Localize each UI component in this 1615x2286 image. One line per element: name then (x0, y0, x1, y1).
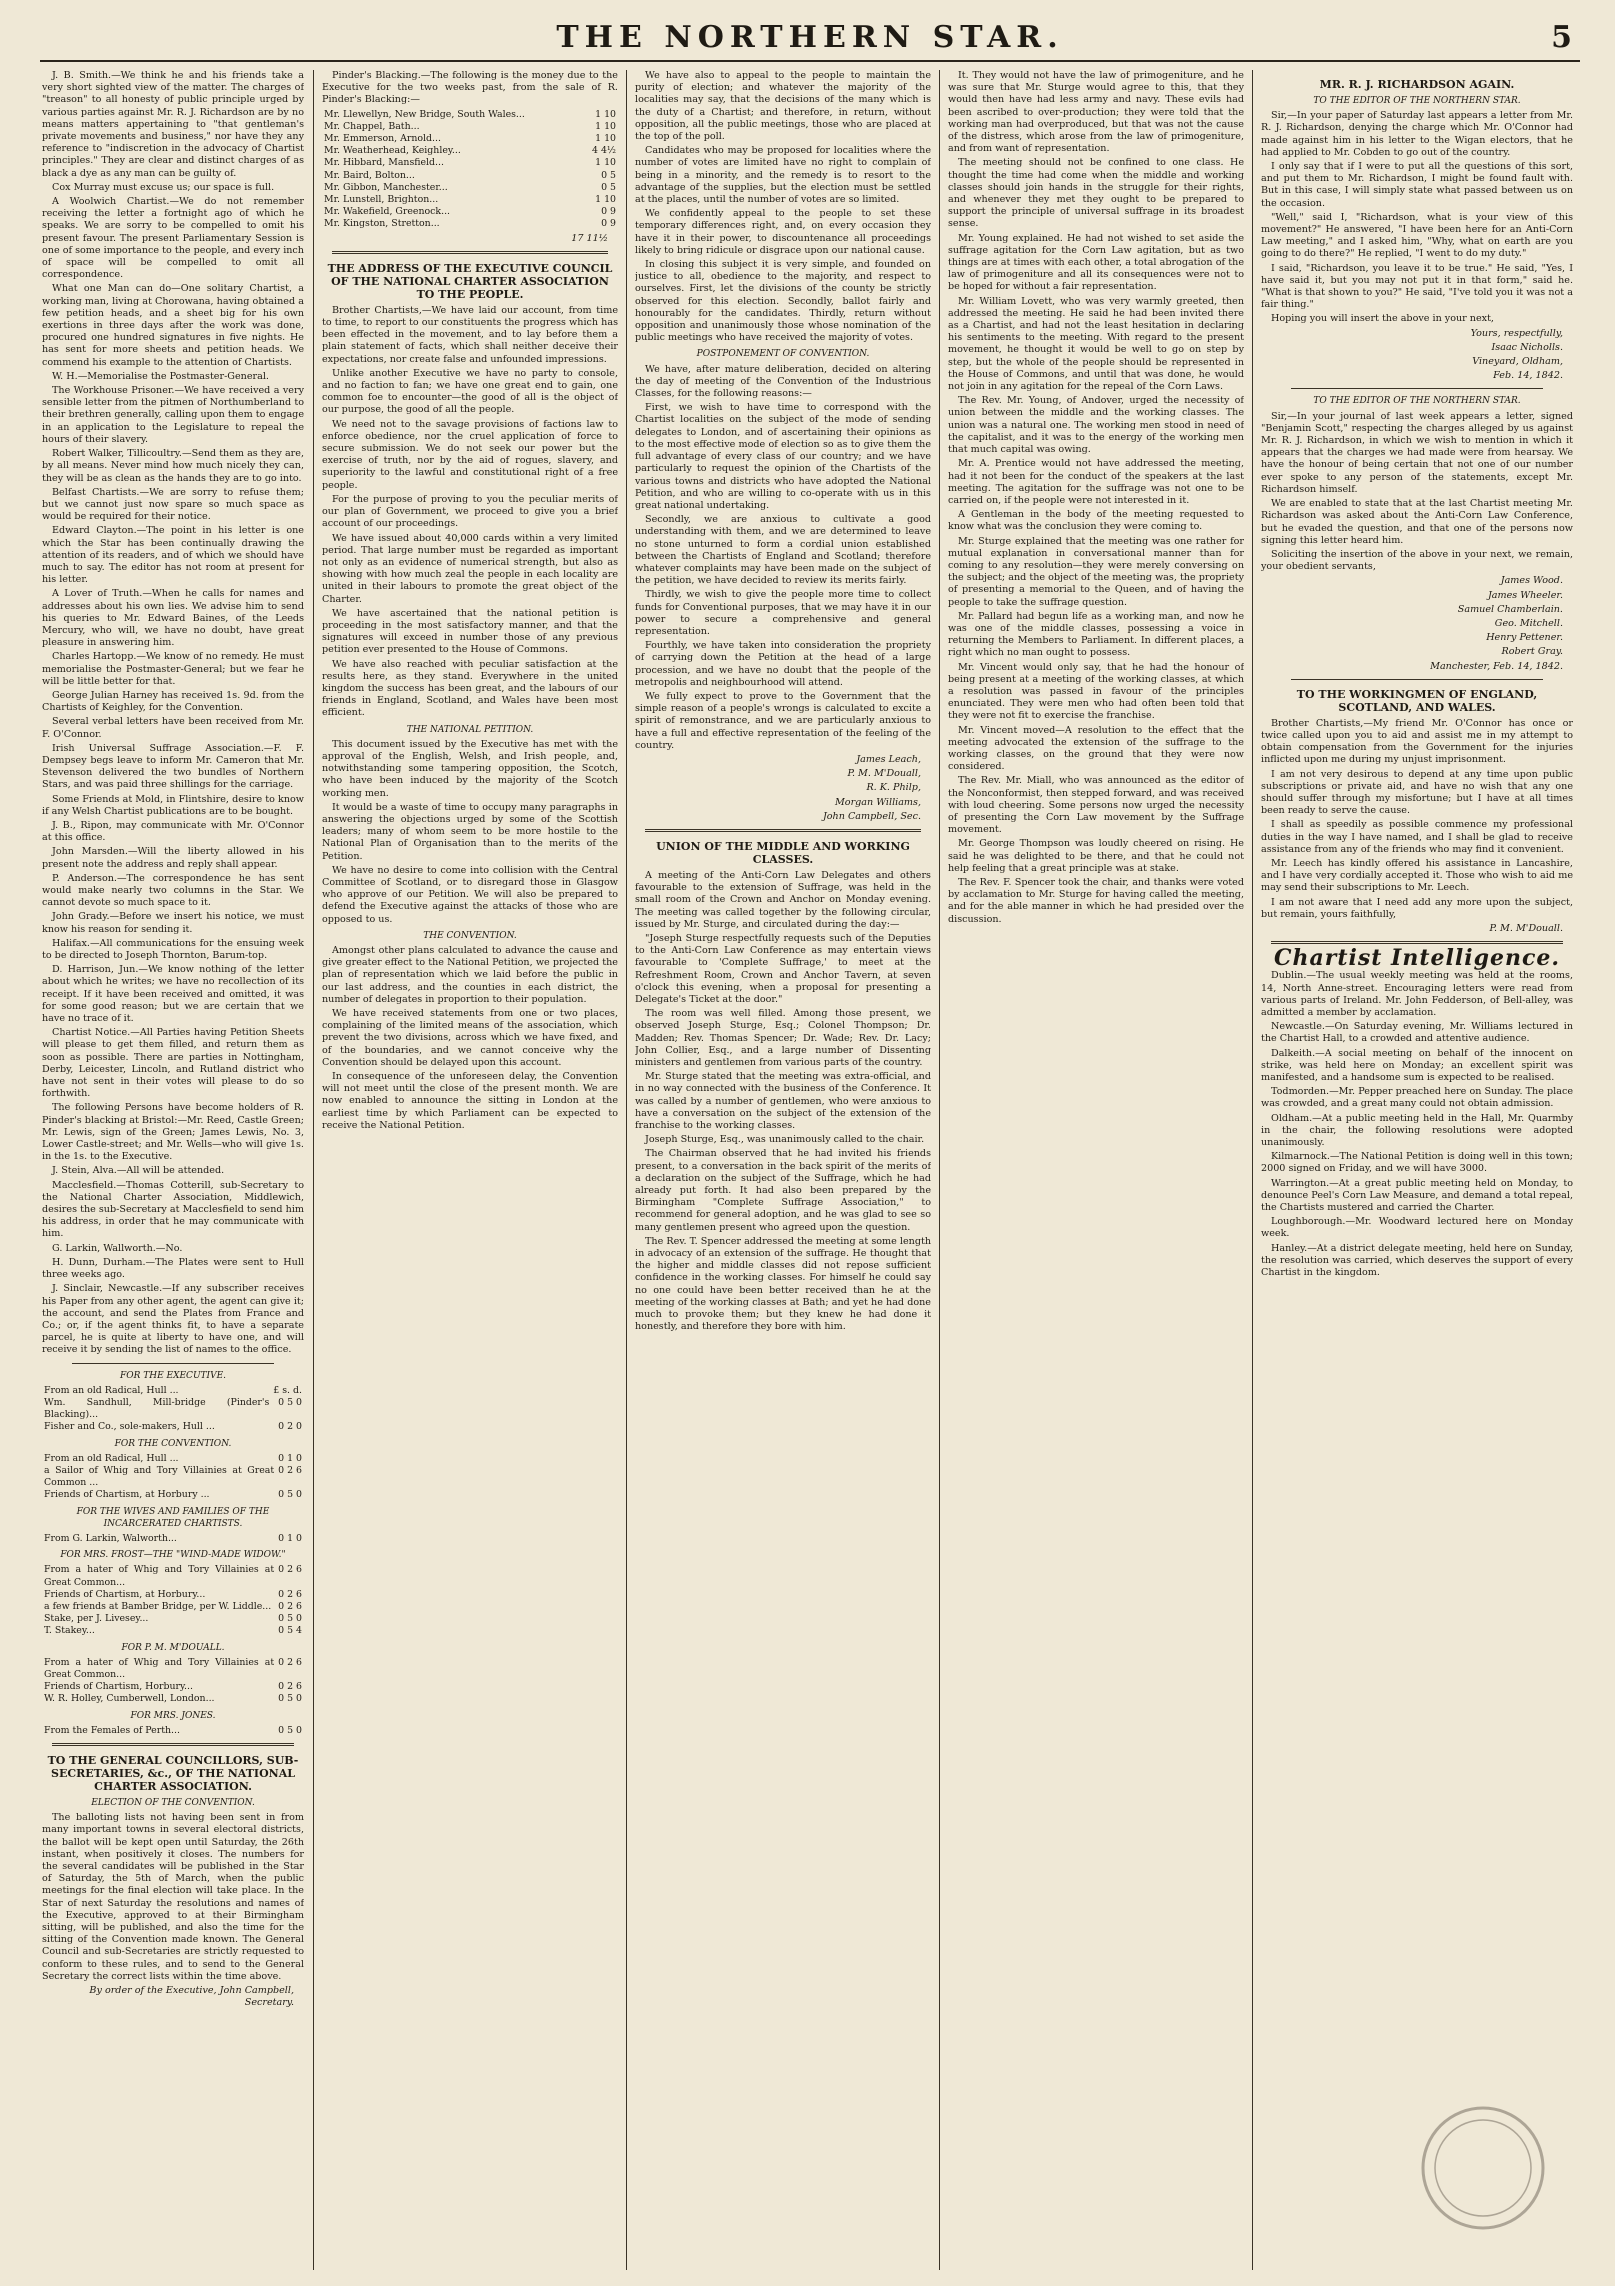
paragraph: First, we wish to have time to correspond with the Chartist localities on the subject of the mode of sending delegates to London, and of ascertaining their opinions as to the most effective mode of election so as to give them the full advantage of every class of our country; and we have particularly to request the opinion of the Chartists of the various towns and districts who have adopted the National Petition, and who are willing to co-operate with us in this great national undertaking. (635, 402, 931, 511)
paragraph: George Julian Harney has received 1s. 9d. from the Chartists of Keighley, for the Convention. (42, 689, 304, 714)
list-item-name: From the Females of Perth... (44, 1724, 180, 1736)
paragraph: Mr. Sturge explained that the meeting was one rather for mutual explanation in conversational manner than for coming to any resolution—they were merely conversing on the subject; and the object of the meeting was, the propriety of presenting a memorial to the Queen, and of having the people to take the suffrage question. (948, 535, 1244, 608)
union-continued (948, 70, 1244, 926)
column-rule (626, 70, 627, 2270)
richardson-heading: MR. R. J. RICHARDSON AGAIN. (1319, 78, 1515, 91)
paragraph: The Rev. T. Spencer addressed the meeting at some length in advocacy of an extension of the suffrage. He thought that the higher and middle classes did not repose sufficient confidence in the working classes. For himself he could say no one could have been better received than he at the meeting of the working classes at Bath; and yet he had done much to provoke them; but they knew he had done it honestly, and therefore they bore with him. (635, 1235, 931, 1333)
signature-line: R. K. Philp, (866, 782, 921, 794)
list-item-name: From a hater of Whig and Tory Villainies at Great Common... (44, 1656, 275, 1680)
list-row (42, 1681, 304, 1693)
paragraph: We are enabled to state that at the last Chartist meeting Mr. Richardson was asked about the Anti-Corn Law Conference, but he evaded the question, and that one of the persons now signing this letter heard him. (1261, 498, 1573, 546)
paragraph: I am not aware that I need add any more upon the subject, but remain, yours faithfully, (1261, 896, 1573, 920)
list-row (42, 1725, 304, 1737)
paragraph: J. B. Smith.—We think he and his friends take a very short sighted view of the matter. The charges of "treason" to all honesty of public principle urged by various parties against Mr. R. J. Richardson are by no means matters appertaining to "that gentleman's private movements and business," nor have they any reference to "indiscretion in the advocacy of Chartist principles." They are clear and distinct charges of as black a dye as any man can be guilty of. (42, 70, 304, 179)
signature-line: P. M. M'Douall, (847, 768, 921, 780)
paragraph: The Rev. Mr. Miall, who was announced as the editor of the Nonconformist, then stepped forward, and was received with loud cheering. Some persons now urged the necessity of presenting the Corn Law movement by the Suffrage movement. (948, 775, 1244, 836)
second-letter-signatures (1261, 575, 1573, 672)
list-item-amount: 0 5 0 (278, 1489, 302, 1501)
list-item-amount: 0 5 0 (278, 1724, 302, 1736)
list-item-amount: 1 10 (595, 120, 616, 132)
paragraph: Robert Walker, Tillicoultry.—Send them as they are, by all means. Never mind how much nicely they can, they will be as clean as the hands they are to go into. (42, 448, 304, 484)
paragraph: The Rev. F. Spencer took the chair, and thanks were voted by acclamation to Mr. Sturge for having called the meeting, and for the able manner in which he had presided over the discussion. (948, 877, 1244, 925)
subscription-list-widow (42, 1564, 304, 1637)
list-row (42, 1589, 304, 1601)
list-row (42, 1465, 304, 1489)
column-5 (1261, 70, 1573, 2270)
paragraph: Loughborough.—Mr. Woodward lectured here on Monday week. (1261, 1216, 1573, 1240)
signature-line: James Wood. (1500, 575, 1563, 587)
paragraph: This document issued by the Executive has met with the approval of the English, Welsh, and Irish people, and, notwithstanding some tampering opposition, the Scotch, who have been induced by the majority of the Scotch working men. (322, 738, 618, 799)
paragraph: What one Man can do—One solitary Chartist, a working man, living at Chorowana, having obtained a few petition heads, and a sheet big for his own exertions in three days after the work was done, procured one hundred signatures in five nights. He has sent for more sheets and petition heads. We commend his example to the attention of Chartists. (42, 283, 304, 368)
paragraph: We have issued about 40,000 cards within a very limited period. That large number must be regarded as important not only as an evidence of numerical strength, but also as showing with how much zeal the people in each locality are united in their labours to promote the great object of the Charter. (322, 532, 618, 605)
paragraph: Brother Chartists,—My friend Mr. O'Connor has once or twice called upon you to aid and assist me in my attempt to obtain compensation from the Government for the injuries inflicted upon me during my unjust imprisonment. (1261, 717, 1573, 766)
signature-line: Vineyard, Oldham, (1472, 356, 1563, 368)
paragraph: Todmorden.—Mr. Pepper preached here on Sunday. The place was crowded, and a great many could not obtain admission. (1261, 1086, 1573, 1110)
subscription-heading: FOR MRS. JONES. (130, 1710, 216, 1721)
paragraph: Oldham.—At a public meeting held in the Hall, Mr. Quarmby in the chair, the following resolutions were adopted unanimously. (1261, 1112, 1573, 1149)
paragraph: "Joseph Sturge respectfully requests such of the Deputies to the Anti-Corn Law Conference as may entertain views favourable to 'Complete Suffrage,' to meet at the Refreshment Room, Crown and Anchor Tavern, at seven o'clock this evening, when a proposal for presenting a Delegate's Ticket at the door." (635, 933, 931, 1006)
paragraph: Mr. Leech has kindly offered his assistance in Lancashire, and I have very cordially accepted it. Those who wish to aid me may send their subscriptions to Mr. Leech. (1261, 857, 1573, 894)
list-item-name: From a hater of Whig and Tory Villainies at Great Common... (44, 1564, 275, 1588)
blacking-list (322, 109, 618, 231)
list-item-amount: 1 10 (595, 108, 616, 120)
list-row (322, 157, 618, 169)
divider (52, 1743, 294, 1746)
paragraph: Charles Hartopp.—We know of no remedy. He must memorialise the Postmaster-General; but we fear he will be little better for that. (42, 651, 304, 687)
list-row (42, 1625, 304, 1637)
paragraph: In closing this subject it is very simple, and founded on justice to all, obedience to the majority, and respect to ourselves. First, let the divisions of the county be strictly observed for this election. Secondly, ballot fairly and honourably for the candidates. Thirdly, return without opposition and unanimously those whose nomination of the public meetings who have received the majority of votes. (635, 259, 931, 344)
election-signature: By order of the Executive, John Campbell, Secretary. (89, 1985, 294, 2009)
paragraph: Mr. George Thompson was loudly cheered on rising. He said he was delighted to be there, and that he could not help feeling that a great principle was at stake. (948, 838, 1244, 874)
paragraph: Cox Murray must excuse us; our space is full. (52, 181, 275, 193)
paragraph: For the purpose of proving to you the peculiar merits of our plan of Government, we proceed to give you a brief account of our proceedings. (322, 493, 618, 530)
list-item-amount: 0 2 0 (278, 1421, 302, 1433)
divider (1271, 941, 1563, 944)
list-item-amount: 0 2 6 (278, 1681, 302, 1693)
list-item-name: a Sailor of Whig and Tory Villainies at Great Common ... (44, 1464, 275, 1489)
column-rule (313, 70, 314, 2270)
blacking-intro: Pinder's Blacking.—The following is the money due to the Executive for the two weeks past, from the sale of R. Pinder's Blacking:— (322, 70, 618, 106)
union-body (635, 870, 931, 1334)
paragraph: Soliciting the insertion of the above in your next, we remain, your obedient servants, (1261, 548, 1573, 573)
paragraph: A Gentleman in the body of the meeting requested to know what was the conclusion they were coming to. (948, 509, 1244, 533)
list-item-amount: 0 9 (601, 218, 616, 230)
paragraph: We need not to the savage provisions of factions law to enforce obedience, nor the cruel application of force to secure submission. We do not seek our power but the exercise of truth, nor by the aid of rogues, slavery, and superiority to the lawful and constitutional right of a free people. (322, 418, 618, 491)
list-item-amount: 0 5 0 (278, 1613, 302, 1625)
paragraph: Sir,—In your paper of Saturday last appears a letter from Mr. R. J. Richardson, denying the charge which Mr. O'Connor had made against him in his letter to the Wigan electors, that he had applied to Mr. Cobden to go out of the country. (1261, 110, 1573, 158)
paragraph: Some Friends at Mold, in Flintshire, desire to know if any Welsh Chartist publications are to be bought. (42, 793, 304, 817)
list-item-amount: 1 10 (595, 194, 616, 206)
column-3 (635, 70, 931, 2270)
signature-line: Geo. Mitchell. (1494, 617, 1563, 629)
paragraph: Edward Clayton.—The point in his letter is one which the Star has been continually drawing the attention of its readers, and of which we should have much to say. The editor has not room at present for his letter. (42, 525, 304, 586)
paragraph: "Well," said I, "Richardson, what is your view of this movement?" He answered, "I have been here for an Anti-Corn Law meeting," and I asked him, "Why, what on earth are you going to do there?" He replied, "I went to do my duty." (1261, 211, 1573, 260)
paragraph: Amongst other plans calculated to advance the cause and give greater effect to the National Petition, we projected the plan of representation which we laid before the public in our last address, and the counties in each district, the number of delegates in proportion to their population. (322, 945, 618, 1005)
list-row (322, 170, 618, 182)
paragraph: Fourthly, we have taken into consideration the propriety of carrying down the Petition at the head of a large procession, and we have no doubt that the people of the metropolis and neighbourhood will attend. (635, 640, 931, 688)
list-item-name: From G. Larkin, Walworth... (44, 1532, 177, 1544)
list-item-amount: 0 1 0 (278, 1452, 302, 1464)
list-row (42, 1564, 304, 1588)
list-item-name: Mr. Hibbard, Mansfield... (324, 157, 444, 169)
blacking-total: 17 11½ (571, 232, 608, 244)
list-item-name: Friends of Chartism, at Horbury... (44, 1588, 206, 1600)
paragraph: Mr. Sturge stated that the meeting was extra-official, and in no way connected with the business of the Conference. It was called by a number of gentlemen, who were anxious to have a conversation on the subject of the extension of the franchise to the working classes. (635, 1071, 931, 1132)
signature-line: Manchester, Feb. 14, 1842. (1430, 660, 1563, 672)
paragraph: Several verbal letters have been received from Mr. F. O'Connor. (42, 716, 304, 740)
list-item-name: Friends of Chartism, at Horbury ... (44, 1489, 210, 1501)
list-item-amount: 0 2 6 (278, 1600, 302, 1612)
list-row (322, 182, 618, 194)
paragraph: Mr. A. Prentice would not have addressed the meeting, had it not been for the conduct of the speakers at the last meeting. The agitation for the suffrage was not one to be carried on, if the people were not interested in it. (948, 458, 1244, 506)
paragraph: I shall as speedily as possible commence my professional duties in the way I have named, and I shall be glad to receive assistance from any of the friends who may find it convenient. (1261, 819, 1573, 855)
address-body (322, 305, 618, 720)
list-row (42, 1613, 304, 1625)
column-rule (939, 70, 940, 2270)
list-item-amount: 0 2 6 (278, 1464, 302, 1476)
paragraph: Unlike another Executive we have no party to console, and no faction to fan; we have one great end to gain, one common foe to encounter—the good of all is the object of our purpose, the good of all the people. (322, 367, 618, 416)
signature-line: James Leach, (856, 753, 921, 765)
divider (332, 251, 608, 254)
convention-body (322, 945, 618, 1132)
postponement-body (635, 364, 931, 752)
union-heading: UNION OF THE MIDDLE AND WORKING CLASSES. (656, 839, 910, 866)
list-item-name: Mr. Chappel, Bath... (324, 120, 420, 132)
paragraph: It. They would not have the law of primogeniture, and he was sure that Mr. Sturge would agree to this, that they would then have had less army and navy. These evils had been ascribed to over-production; they were told that the working man had overproduced, but that was not the cause of the distress, which arose from the law of primogeniture, and from want of representation. (948, 70, 1244, 155)
subscription-list-convention (42, 1453, 304, 1502)
list-row (322, 133, 618, 145)
paragraph: Mr. William Lovett, who was very warmly greeted, then addressed the meeting. He said he had been invited there as a Chartist, and had not the least hesitation in declaring his sentiments to the meeting. With regard to the present movement, he thought it would be well to go on step by step, but the whole of the people should be represented in the House of Commons, and until that was done, he would not join in any agitation for the repeal of the Corn Laws. (948, 295, 1244, 393)
list-item-amount: 0 5 4 (278, 1625, 302, 1637)
paragraph: I said, "Richardson, you leave it to be true." He said, "Yes, I have said it, but you may not put it in that form," said he. "What is that shown to you?" He said, "I've told you it was not a fair thing." (1261, 262, 1573, 311)
library-stamp (1408, 2093, 1558, 2243)
paragraph: Newcastle.—On Saturday evening, Mr. Williams lectured in the Chartist Hall, to a crowded and attentive audience. (1261, 1021, 1573, 1045)
election-text: The balloting lists not having been sent in from many important towns in several electoral districts, the ballot will be kept open until Saturday, the 26th instant, when positively it closes. The numbers for the several candidates will be published in the Star of Saturday, the 5th of March, when the public meetings for the final election will take place. In the Star of next Saturday the resolutions and names of the Executive, approved to at their Birmingham sitting, will be published, and also the time for the sitting of the Convention made known. The General Council and sub-Secretaries are strictly requested to conform to these rules, and to send to the General Secretary the correct lists within the time above. (42, 1812, 304, 1982)
subscription-heading: FOR THE WIVES AND FAMILIES OF THE INCARCERATED CHARTISTS. (76, 1506, 270, 1529)
paragraph: John Marsden.—Will the liberty allowed in his present note the address and reply shall appear. (42, 846, 304, 870)
list-row (322, 218, 618, 230)
paragraph: Mr. Pallard had begun life as a working man, and now he was one of the middle classes, possessing a voice in returning the Members to Parliament. In different places, a right which no man ought to possess. (948, 610, 1244, 659)
signature-line: James Wheeler. (1487, 589, 1563, 601)
paragraph: It would be a waste of time to occupy many paragraphs in answering the objections urged by some of the Scottish leaders; many of whom seem to be more hostile to the National Plan of Organisation than to the merits of the Petition. (322, 801, 618, 862)
list-item-name: Mr. Kingston, Stretton... (324, 218, 440, 230)
paragraph: G. Larkin, Wallworth.—No. (52, 1242, 183, 1254)
second-letter (1261, 411, 1573, 574)
list-item-amount: 4 4½ (592, 145, 616, 157)
paragraph: A Lover of Truth.—When he calls for names and addresses about his own lies. We advise him to send his queries to Mr. Edward Baines, of the Leeds Mercury, who will, we have no doubt, have great pleasure in answering him. (42, 588, 304, 649)
paragraph: We have ascertained that the national petition is proceeding in the most satisfactory manner, and that the signatures will exceed in number those of any previous petition ever presented to the House of Commons. (322, 607, 618, 656)
paragraph: Thirdly, we wish to give the people more time to collect funds for Conventional purposes, that we may have it in our power to secure a comprehensive and general representation. (635, 589, 931, 637)
petition-heading: THE NATIONAL PETITION. (406, 724, 534, 735)
paragraph: Sir,—In your journal of last week appears a letter, signed "Benjamin Scott," respecting the charges alleged by us against Mr. R. J. Richardson, in which we wish to mention in which it appears that the charges we had made were from hearsay. We have the honour of being certain that not one of our number ever spoke to any person of the statements, except Mr. Richardson himself. (1261, 410, 1573, 495)
correspondents-notices (42, 70, 304, 1163)
signature-line: Feb. 14, 1842. (1493, 370, 1563, 382)
page-number: 5 (1551, 20, 1572, 55)
list-item-amount: £ s. d. (273, 1384, 302, 1396)
paragraph: We fully expect to prove to the Government that the simple reason of a people's wrongs is calculated to excite a spirit of remonstrance, and we are particularly anxious to have a full and effective representation of the feeling of the country. (635, 690, 931, 751)
list-row (42, 1385, 304, 1397)
workingmen-signature: P. M. M'Douall. (1489, 922, 1563, 934)
paragraph: Candidates who may be proposed for localities where the number of votes are limited have no right to complain of being in a minority, and the remedy is to resort to the advantage of the supplies, but the election must be settled at the places, until the number of votes are so limited. (635, 145, 931, 206)
paragraph: W. H.—Memorialise the Postmaster-General. (52, 370, 269, 382)
to-editor-label: TO THE EDITOR OF THE NORTHERN STAR. (1313, 96, 1521, 106)
chartist-intelligence-body (1261, 970, 1573, 1279)
subscription-list-mcdouall (42, 1657, 304, 1706)
paragraph: The Workhouse Prisoner.—We have received a very sensible letter from the pitmen of Northumberland to their brethren generally, calling upon them to engage in an application to the Legislature to repeal the hours of their slavery. (42, 385, 304, 445)
paragraph: P. Anderson.—The correspondence he has sent would make nearly two columns in the Star. We cannot devote so much space to it. (42, 872, 304, 909)
list-row (322, 121, 618, 133)
list-item-name: Mr. Baird, Bolton... (324, 169, 415, 181)
paragraph: Dublin.—The usual weekly meeting was held at the rooms, 14, North Anne-street. Encouraging letters were read from various parts of Ireland. Mr. John Fedderson, of Bell-alley, was admitted a member by acclamation. (1261, 970, 1573, 1018)
subscription-heading: FOR MRS. FROST—THE "WIND-MADE WIDOW." (60, 1550, 286, 1561)
paragraph: We have no desire to come into collision with the Central Committee of Scotland, or to disregard those in Glasgow who approve of our Petition. We will also be prepared to defend the Executive against the attacks of those who are opposed to us. (322, 864, 618, 925)
richardson-signature (1261, 328, 1573, 383)
subscription-heading: FOR THE EXECUTIVE. (119, 1370, 227, 1381)
paragraph: The following Persons have become holders of R. Pinder's blacking at Bristol:—Mr. Reed, Castle Green; Mr. Lewis, sign of the Green; James Lewis, No. 3, Lower Castle-street; and Mr. Wells—who will give 1s. in the 1s. to the Executive. (42, 1102, 304, 1163)
paragraph: Irish Universal Suffrage Association.—F. F. Dempsey begs leave to inform Mr. Cameron that Mr. Stevenson delivered the two bundles of Northern Stars, and was paid three shillings for the carriage. (42, 742, 304, 791)
masthead-title: THE NORTHERN STAR. (556, 20, 1064, 55)
list-item-name: Mr. Weatherhead, Keighley... (324, 145, 461, 157)
paragraph: Halifax.—All communications for the ensuing week to be directed to Joseph Thornton, Barum-top. (42, 937, 304, 962)
address-continued (635, 70, 931, 344)
list-row (322, 109, 618, 121)
signature-line: Morgan Williams, (834, 796, 921, 808)
list-item-amount: 0 5 (601, 181, 616, 193)
signature-line: Samuel Chamberlain. (1457, 603, 1563, 615)
paragraph: Chartist Notice.—All Parties having Petition Sheets will please to get them filled, and return them as soon as possible. There are parties in Nottingham, Derby, Leicester, Lincoln, and Rutland district who have not sent in their votes will please to do so forthwith. (42, 1027, 304, 1100)
list-row (42, 1657, 304, 1681)
signature-line: Isaac Nicholls. (1491, 341, 1563, 353)
correspondents-notices-tail (42, 1165, 304, 1356)
list-row (42, 1453, 304, 1465)
paragraph: J. Stein, Alva.—All will be attended. (52, 1165, 225, 1177)
paragraph: Warrington.—At a great public meeting held on Monday, to denounce Peel's Corn Law Measure, and demand a total repeal, the Chartists mustered and carried the Charter. (1261, 1177, 1573, 1214)
paragraph: Secondly, we are anxious to cultivate a good understanding with them, and we are determined to leave no stone unturned to form a cordial union established between the Chartists of England and Scotland; therefore whatever complaints may have been made on the subject of the petition, we have decided to review its merits fairly. (635, 514, 931, 587)
address-heading: THE ADDRESS OF THE EXECUTIVE COUNCIL OF THE NATIONAL CHARTER ASSOCIATION TO THE PEOPLE. (327, 261, 613, 301)
paragraph: The meeting should not be confined to one class. He thought the time had come when the middle and working classes should join hands in the struggle for their rights, and whenever they met they ought to be prepared to support the principle of universal suffrage in its broadest sense. (948, 157, 1244, 230)
paragraph: D. Harrison, Jun.—We know nothing of the letter about which he writes; we have no recollection of its receipt. If it have been received and omitted, it was for some good reason; but we are certain that we have no trace of it. (42, 964, 304, 1025)
list-item-amount: 0 2 6 (278, 1588, 302, 1600)
paragraph: The room was well filled. Among those present, we observed Joseph Sturge, Esq.; Colonel Thompson; Dr. Madden; Rev. Thomas Spencer; Dr. Wade; Rev. Dr. Lacy; John Collier, Esq., and a large number of Dissenting ministers and gentlemen from various parts of the country. (635, 1008, 931, 1069)
list-item-name: From an old Radical, Hull ... (44, 1452, 179, 1464)
chartist-intelligence-heading: Chartist Intelligence. (1273, 945, 1561, 972)
subscription-list-jones (42, 1725, 304, 1737)
list-item-name: Fisher and Co., sole-makers, Hull ... (44, 1421, 215, 1433)
paragraph: Kilmarnock.—The National Petition is doing well in this town; 2000 signed on Friday, and we will have 3000. (1261, 1151, 1573, 1175)
councillors-heading: TO THE GENERAL COUNCILLORS, SUB-SECRETARIES, &c., OF THE NATIONAL CHARTER ASSOCIATION. (47, 1754, 299, 1793)
paragraph: J. B., Ripon, may communicate with Mr. O'Connor at this office. (42, 819, 304, 844)
paragraph: Macclesfield.—Thomas Cotterill, sub-Secretary to the National Charter Association, Middlewich, desires the sub-Secretary at Macclesfield to send him his address, in order that he may communicate with him. (42, 1179, 304, 1240)
list-item-amount: 0 5 0 (278, 1396, 302, 1408)
paragraph: Joseph Sturge, Esq., was unanimously called to the chair. (645, 1134, 925, 1146)
list-item-amount: 0 2 6 (278, 1656, 302, 1668)
paragraph: Brother Chartists,—We have laid our account, from time to time, to report to our constituents the progress which has been effected in the movement, and to lay before them a plain statement of facts, which shall neither deceive their expectations, nor create false and unfounded impressions. (322, 304, 618, 365)
paragraph: Hanley.—At a district delegate meeting, held here on Sunday, the resolution was carried, which deserves the support of every Chartist in the kingdom. (1261, 1242, 1573, 1279)
paragraph: Dalkeith.—A social meeting on behalf of the innocent on strike, was held here on Monday; an excellent spirit was manifested, and a handsome sum is expected to be realised. (1261, 1047, 1573, 1084)
list-row (322, 206, 618, 218)
list-item-amount: 0 2 6 (278, 1564, 302, 1576)
paragraph: H. Dunn, Durham.—The Plates were sent to Hull three weeks ago. (42, 1256, 304, 1281)
list-row (42, 1601, 304, 1613)
paragraph: Mr. Vincent moved—A resolution to the effect that the meeting advocated the extension of the suffrage to the working classes, on the ground that they were now considered. (948, 724, 1244, 773)
petition-body (322, 739, 618, 926)
list-item-name: Mr. Emmerson, Arnold... (324, 133, 441, 145)
paragraph: We have received statements from one or two places, complaining of the limited means of the association, which prevent the two divisions, across which we have fixed, and of the boundaries, and we cannot conceive why the Convention should be delayed upon this account. (322, 1008, 618, 1068)
column-1 (42, 70, 304, 2270)
signature-line: Robert Gray. (1501, 646, 1563, 658)
paragraph: We have also reached with peculiar satisfaction at the results here, as they stand. Everywhere in the united kingdom the success has been great, and the labours of our friends in England, Scotland, and Wales have been most efficient. (322, 658, 618, 719)
paragraph: In consequence of the unforeseen delay, the Convention will not meet until the close of the present month. We are now enabled to announce the sitting in London at the earliest time by which Parliament can be expected to receive the National Petition. (322, 1071, 618, 1131)
election-heading: ELECTION OF THE CONVENTION. (91, 1798, 255, 1808)
workingmen-letter (1261, 718, 1573, 921)
column-2 (322, 70, 618, 2270)
postponement-heading: POSTPONEMENT OF CONVENTION. (696, 349, 870, 360)
list-item-amount: 0 1 0 (278, 1532, 302, 1544)
list-item-name: W. R. Holley, Cumberwell, London... (44, 1693, 215, 1705)
divider (72, 1363, 274, 1364)
list-item-amount: 0 9 (601, 206, 616, 218)
paragraph: I only say that if I were to put all the questions of this sort, and put them to Mr. Richardson, I might be found fault with. But in this case, I will simply state what passed between us on the occasion. (1261, 161, 1573, 209)
column-4 (948, 70, 1244, 2270)
list-row (42, 1693, 304, 1705)
list-item-name: Mr. Lunstell, Brighton... (324, 194, 439, 206)
list-item-amount: 1 10 (595, 157, 616, 169)
list-row (42, 1397, 304, 1421)
paragraph: The Chairman observed that he had invited his friends present, to a conversation in the back spirit of the merits of a declaration on the subject of the Suffrage, which he had already put forth. It had also been prepared by the Birmingham "Complete Suffrage Association," to recommend for general adoption, and he was glad to see so many gentlemen present who agreed upon the question. (635, 1148, 931, 1233)
paragraph: We have also to appeal to the people to maintain the purity of election; and whatever the majority of the localities may say, that the decisions of the many which is the duty of a Chartist; and therefore, in return, without opposition, all the public meetings, those who are placed at the top of the poll. (635, 70, 931, 143)
subscription-heading: FOR THE CONVENTION. (114, 1438, 232, 1449)
list-item-name: From an old Radical, Hull ... (44, 1384, 179, 1396)
paragraph: We confidently appeal to the people to set these temporary differences right, and, on every occasion they have it in their power, to discountenance all proceedings likely to bring ridicule or disgrace upon our national cause. (635, 208, 931, 256)
list-item-name: Mr. Wakefield, Greenock... (324, 206, 451, 218)
paragraph: Mr. Vincent would only say, that he had the honour of being present at a meeting of the working classes, at which a resolution was passed in favour of the principles enunciated. They were men who had often been told that they were not fit to exercise the franchise. (948, 661, 1244, 722)
paragraph: Mr. Young explained. He had not wished to set aside the suffrage agitation for the Corn Law agitation, but as two things are at times with each other, a total abrogation of the law of primogeniture and all its consequences were not to be hoped for without a fair representation. (948, 232, 1244, 293)
list-row (42, 1489, 304, 1501)
subscription-list-wives (42, 1533, 304, 1545)
paragraph: A Woolwich Chartist.—We do not remember receiving the letter a fortnight ago of which he speaks. We are sorry to be compelled to omit his present favour. The present Parliamentary Session is one of some importance to the people, and every inch of space will be compelled to omit all correspondence. (42, 196, 304, 281)
list-row (322, 194, 618, 206)
signature-line: John Campbell, Sec. (822, 810, 921, 822)
divider (645, 829, 921, 832)
paragraph: J. Sinclair, Newcastle.—If any subscriber receives his Paper from any other agent, the agent can give it; the account, and send the Plates from France and Co.; or, if the agent thinks fit, to have a separate parcel, he is quite at liberty to have one, and will receive it by sending the list of names to the office. (42, 1283, 304, 1356)
convention-heading: THE CONVENTION. (423, 930, 517, 941)
list-item-amount: 0 5 (601, 169, 616, 181)
column-rule (1252, 70, 1253, 2270)
paragraph: Belfast Chartists.—We are sorry to refuse them; but we cannot just now spare so much space as would be required for their notice. (42, 486, 304, 523)
divider (1291, 388, 1543, 389)
subscription-heading: FOR P. M. M'DOUALL. (121, 1642, 225, 1653)
richardson-letter (1261, 110, 1573, 325)
list-item-name: T. Stakey... (44, 1625, 95, 1637)
executive-signatories (635, 754, 931, 823)
paragraph: Hoping you will insert the above in your next, (1271, 313, 1494, 325)
list-item-name: Friends of Chartism, Horbury... (44, 1681, 193, 1693)
paragraph: The Rev. Mr. Young, of Andover, urged the necessity of union between the middle and the working classes. The union was a natural one. The working men stood in need of the capitalist, and it was to the energy of the working men that much capital was owing. (948, 395, 1244, 456)
divider (1291, 679, 1543, 680)
to-editor-label: TO THE EDITOR OF THE NORTHERN STAR. (1313, 396, 1521, 407)
signature-line: Henry Pettener. (1486, 632, 1563, 644)
signature-line: Yours, respectfully, (1470, 327, 1563, 339)
list-row (42, 1421, 304, 1433)
list-item-name: a few friends at Bamber Bridge, per W. Liddle... (44, 1600, 272, 1612)
list-row (322, 145, 618, 157)
list-item-name: Mr. Llewellyn, New Bridge, South Wales... (324, 108, 525, 120)
list-item-amount: 0 5 0 (278, 1693, 302, 1705)
list-item-name: Stake, per J. Livesey... (44, 1613, 149, 1625)
paragraph: A meeting of the Anti-Corn Law Delegates and others favourable to the extension of Suffrage, was held in the small room of the Crown and Anchor on Monday evening. The meeting was called together by the following circular, issued by Mr. Sturge, and circulated during the day:— (635, 869, 931, 930)
list-item-name: Wm. Sandhull, Mill-bridge (Pinder's Blacking)... (44, 1396, 270, 1421)
masthead (40, 18, 1580, 62)
paragraph: We have, after mature deliberation, decided on altering the day of meeting of the Convention of the Industrious Classes, for the following reasons:— (635, 363, 931, 400)
list-item-amount: 1 10 (595, 133, 616, 145)
workingmen-heading: TO THE WORKINGMEN OF ENGLAND, SCOTLAND, AND WALES. (1296, 687, 1538, 714)
list-item-name: Mr. Gibbon, Manchester... (324, 181, 448, 193)
subscription-list-executive (42, 1385, 304, 1434)
paragraph: I am not very desirous to depend at any time upon public subscriptions or private aid, and have no wish that any one should suffer through my misfortune; but I have at all times been ready to serve the cause. (1261, 768, 1573, 817)
list-row (42, 1533, 304, 1545)
paragraph: John Grady.—Before we insert his notice, we must know his reason for sending it. (42, 911, 304, 935)
